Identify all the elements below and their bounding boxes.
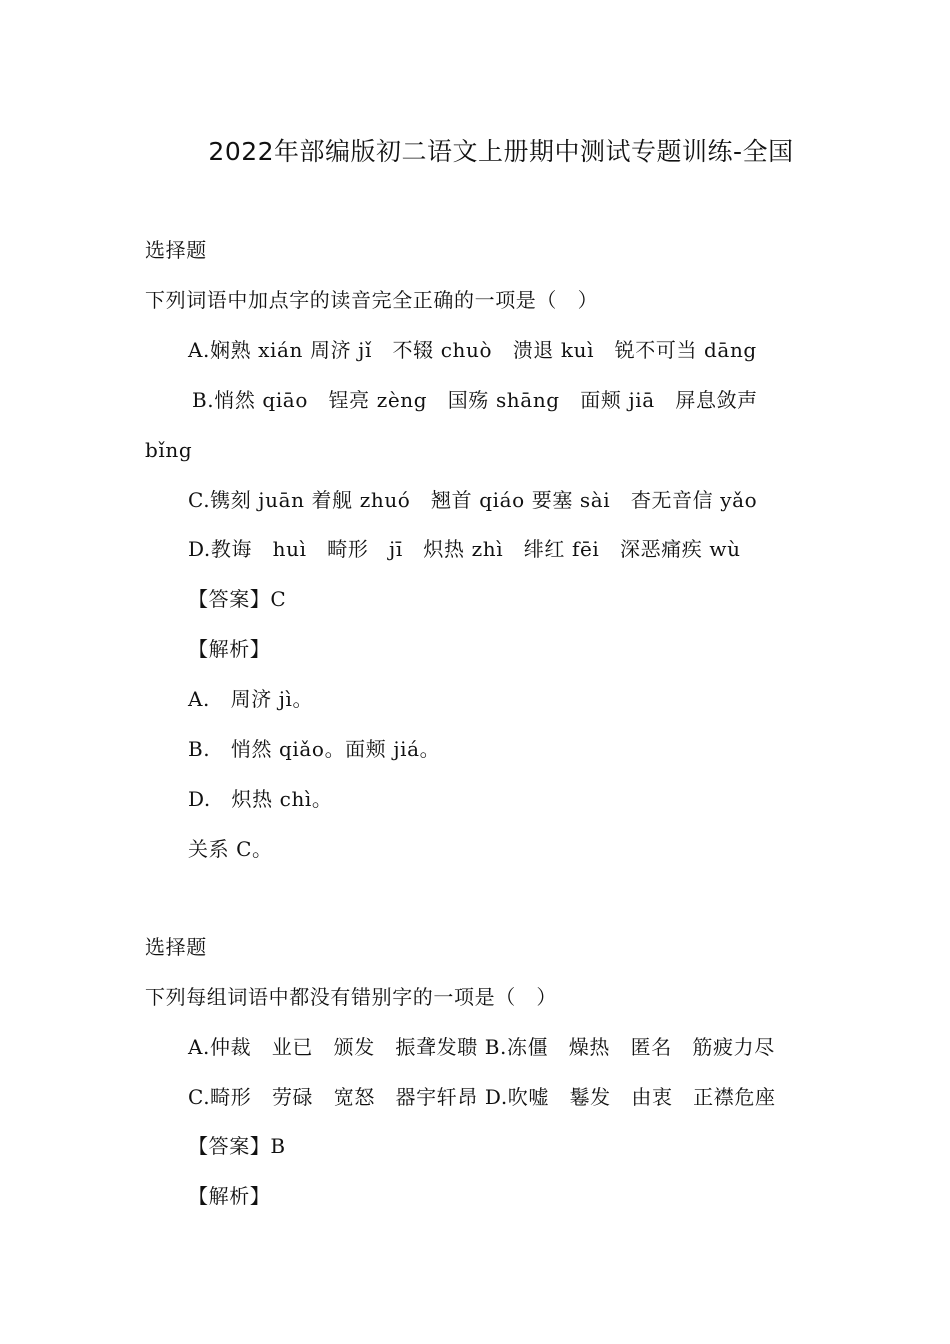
analysis-line: D. 炽热 chì。 — [188, 787, 333, 811]
document-title: 2022年部编版初二语文上册期中测试专题训练-全国 — [208, 137, 794, 166]
options-a-b: A.仲裁 业已 颁发 振聋发聩 B.冻僵 燥热 匿名 筋疲力尽 — [188, 1035, 775, 1059]
option-a: A.娴熟 xián 周济 jǐ 不辍 chuò 溃退 kuì 锐不可当 dāng — [188, 338, 757, 362]
question-type-label: 选择题 — [145, 238, 207, 262]
option-c: C.镌刻 juān 着舰 zhuó 翘首 qiáo 要塞 sài 杳无音信 yǎo — [188, 488, 758, 512]
option-d: D.教诲 huì 畸形 jī 炽热 zhì 绯红 fēi 深恶痛疾 wù — [188, 537, 741, 561]
option-b: B.悄然 qiāo 锃亮 zèng 国殇 shāng 面颊 jiā 屏息敛声 — [192, 388, 758, 412]
question-stem: 下列每组词语中都没有错别字的一项是（ ） — [145, 985, 557, 1009]
answer: 【答案】C — [188, 587, 287, 611]
analysis-label: 【解析】 — [188, 637, 271, 661]
option-b-continuation: bǐng — [145, 438, 193, 462]
answer: 【答案】B — [188, 1134, 286, 1158]
question-stem: 下列词语中加点字的读音完全正确的一项是（ ） — [145, 288, 599, 312]
analysis-label: 【解析】 — [188, 1184, 271, 1208]
analysis-line: A. 周济 jì。 — [188, 687, 314, 711]
analysis-line: 关系 C。 — [188, 837, 273, 861]
analysis-line: B. 悄然 qiǎo。面颊 jiá。 — [188, 737, 441, 761]
question-type-label: 选择题 — [145, 935, 207, 959]
options-c-d: C.畸形 劳碌 宽怒 器宇轩昂 D.吹嘘 鬈发 由衷 正襟危座 — [188, 1085, 776, 1109]
